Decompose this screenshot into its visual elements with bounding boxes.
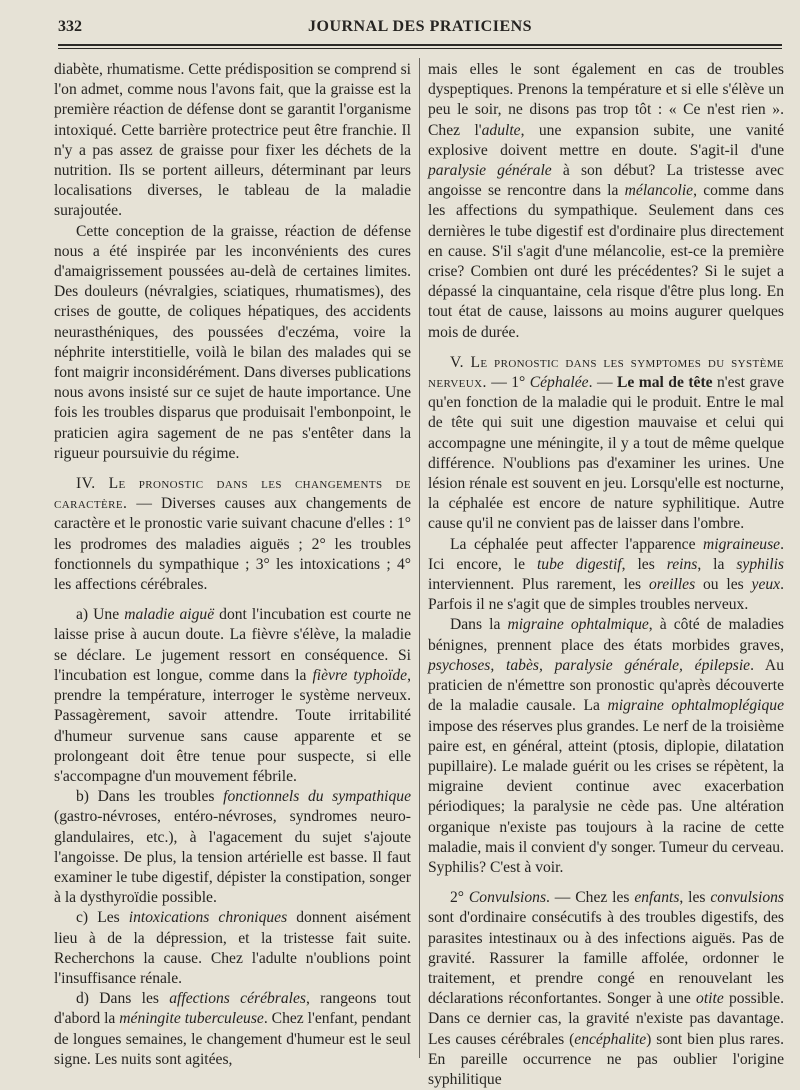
emphasis: Convulsions [468,889,547,907]
text-run: , les [621,555,667,573]
text-run: , rangeons tout d'abord la [54,990,412,1028]
text-run: dont l'incubation est courte ne laisse prise à aucun doute. La fièvre s'élève, la maladie se déclare. Le jugement ressort en conséquence. Si l'incubation est longue, comme dans la [54,606,412,684]
paragraph-continued-right [428,60,784,343]
emphasis: encéphalite [574,1030,647,1048]
emphasis: Céphalée [529,374,589,392]
emphasis: oreilles [648,576,696,594]
emphasis: tube digestif [536,555,622,573]
paragraph-migraine [428,535,784,616]
text-run: ) sont bien plus rares. En pareille occurrence ne pas oublier l'origine syphilitique [428,1030,784,1088]
emphasis: affections cérébrales [169,990,306,1008]
text-run: . Parfois il ne s'agit que de simples troubles nerveux. [428,576,784,614]
text-run: donnent aisément lieu à de la dépression, et la tristesse fait suite. Recherchons la cause. Chez l'adulte n'oublions point l'insuffisance rénale. [54,909,411,987]
emphasis: convulsions [710,889,784,907]
text-run: d) Dans les [76,990,170,1008]
text-run: . Ici encore, le [428,535,784,573]
text-run: mais elles le sont également en cas de troubles dyspeptiques. Prenons la température et si elle s'élève un peu le soir, ne disons pas trop tôt : « Ce n'est rien ». Chez l' [428,61,784,139]
page-header [58,16,782,42]
emphasis: intoxications chroniques [128,909,288,927]
emphasis: yeux [751,576,781,594]
text-run: . — Chez les [546,889,635,907]
text-run: , à côté de maladies bénignes, prennent place des états morbides graves, [428,616,785,654]
emphasis: psychoses, tabès, paralysie générale, épilepsie [428,656,751,674]
emphasis: fièvre typhoïde [312,666,408,684]
text-run: possible. Dans ce dernier cas, la gravité n'existe pas davantage. Les causes cérébrales ( [428,990,784,1048]
right-column [428,60,785,1088]
text-run: , la [697,555,737,573]
paragraph-continued: diabète, rhumatisme. Cette prédisposition se comprend si l'on admet, comme nous l'avons fait, que la graisse est la première réaction de défense dont se garantit l'organisme intoxiqué. Cette barrière protectrice peut être franchie. Il n'y a pas assez de graisse pour fixer les déchets de la nutrition. Ils se portent ailleurs, déterminant par leurs localisations diverses, le tableau de la maladie surajoutée. [54,61,411,220]
paragraph-a [54,605,411,787]
emphasis: migraine ophtalmoplégique [607,697,785,715]
text-run: a) Une [76,606,125,624]
paragraph-b [54,787,411,908]
emphasis: fonctionnels du sympathique [223,788,411,806]
paragraph-conception: Cette conception de la graisse, réaction de défense nous a été inspirée par les inconvénients des cures d'amaigrissement poussées au-delà de certaines limites. Des douleurs (névralgies, sciatiques, rhumatismes), des crises de goutte, de coliques hépatiques, des accidents neurasthéniques, des poussées d'eczéma, voire la néphrite interstitielle, voilà le bilan des malades qui se font maigrir inconsidérément. Dans diverses publications nous avons insisté sur ce sujet de haute importance. Une fois les troubles disparus que produisait l'embonpoint, le praticien agira sagement de ne pas s'entêter dans la rigueur poursuivie du régime. [54,222,411,462]
text-run: , prendre la température, interroger le système nerveux. Passagèrement, savoir attendre. Toute irritabilité d'humeur survenue sans cause apparente et se prolongeant doit être tenue pour suspecte, si elle s'accompagne d'un mouvement fébrile. [54,666,411,785]
emphasis: paralysie générale [428,162,552,180]
page-number: 332 [58,18,82,35]
text-run: Dans la [450,616,508,634]
emphasis: reins [666,555,698,573]
text-run: . Au praticien de n'émettre son pronostic qu'après découverte de la maladie causale. La [428,656,784,715]
paragraph-c [54,908,411,989]
paragraph-ophtalmique [428,615,784,878]
emphasis: méningite tuberculeuse [119,1010,264,1028]
emphasis: migraine ophtalmique [507,616,649,634]
emphasis: otite [696,990,724,1008]
section-iv [54,474,411,595]
section-iv-body: — Diverses causes aux changements de caractère et le pronostic varie suivant chacune d'elles : 1° les prodromes des maladies aiguës ; 2° les troubles fonctionnels du sympathique ; 3° les intoxications ; 4° les affections cérébrales. [54,495,411,594]
text-run: , une expansion subite, une vanité explosive doivent mettre en doute. S'agit-il d'une [428,121,784,159]
section-v-heading: V. Le pronostic dans les symptomes du système nerveux. [428,353,784,392]
section-v [428,353,784,535]
bold-run: Le mal de tête [616,374,713,392]
text-run: b) Dans les troubles [76,788,224,806]
text-run: 2° [450,889,469,907]
text-run: impose des réserves plus grandes. Le nerf de la troisième paire est, en général, atteint (ptosis, diplopie, dilatation pupillaire). Le malade guérit ou les crises se répètent, la migraine devient continue avec exacerbation périodiques; la paralysie ne cède pas. Une altération organique n'existe pas toujours à la racine de cette maladie, mais il convient d'y songer. Tumeur du cerveau. Syphilis? C'est à voir. [428,717,784,876]
emphasis: migraineuse [703,535,781,553]
text-run: (gastro-névroses, entéro-névroses, syndromes neuro-glandulaires, etc.), à l'agacement du sujet s'ajoute l'angoisse. De plus, la tension artérielle est basse. Il faut examiner le tube digestif, dépister la constipation, songer à la dysthyroïdie possible. [54,808,411,907]
text-run: n'est grave qu'en fonction de la maladie qui le produit. Entre le mal de tête qui suit une digestion mauvaise et celui qui accompagne une méningite, il y a tout de même quelque différence. N'oublions pas d'examiner les urines. Une lésion rénale est souvent en jeu. Lorsqu'elle est nocturne, la céphalée est encore de nature syphilitique. Autre cause qu'il ne convient pas de laisser dans l'ombre. [428,374,784,533]
emphasis: syphilis [736,555,784,573]
emphasis: mélancolie [624,182,694,200]
running-title: JOURNAL DES PRATICIENS [308,18,533,35]
text-run: sont d'ordinaire consécutifs à des troubles digestifs, des parasites intestinaux ou à des infections aiguës. Pas de gravité. Rassurer la famille affolée, ordonner le traitement, et prendre congé en renouvelant les déclarations réconfortantes. Songer à une [428,909,784,1008]
header-rule [58,44,782,46]
text-run: , les [679,889,711,907]
text-run: . Chez l'enfant, pendant de longues semaines, le changement d'humeur est le seul signe. Les nuits sont agitées, [54,1010,411,1068]
text-run: interviennent. Plus rarement, les [428,576,649,594]
text-run: . — [588,374,617,392]
emphasis: maladie aiguë [124,606,215,624]
text-run: ou les [695,576,752,594]
text-run: à son début? La tristesse avec angoisse se rencontre dans la [428,162,784,200]
left-column [54,60,412,1068]
text-run: , comme dans les affections du sympathique. Seulement dans ces dernières le tube digestif est d'ordinaire plus directement en cause. S'il s'agit d'une mélancolie, est-ce la première crise? Combien ont duré les précédentes? Si le sujet a dépassé la cinquantaine, cela risque d'être plus long. En tout état de cause, laissons au moins augurer quelques mois de durée. [428,182,784,341]
text-run: — 1° [486,374,530,392]
emphasis: adulte [481,121,521,139]
emphasis: enfants [634,889,680,907]
header-rule-thin [58,48,782,49]
paragraph-convulsions [428,888,784,1090]
paragraph-d [54,989,411,1070]
text-run: La céphalée peut affecter l'apparence [450,535,703,553]
text-run: c) Les [76,909,129,927]
section-iv-heading: IV. Le pronostic dans les changements de caractère. [54,475,411,513]
column-divider [419,58,420,1058]
